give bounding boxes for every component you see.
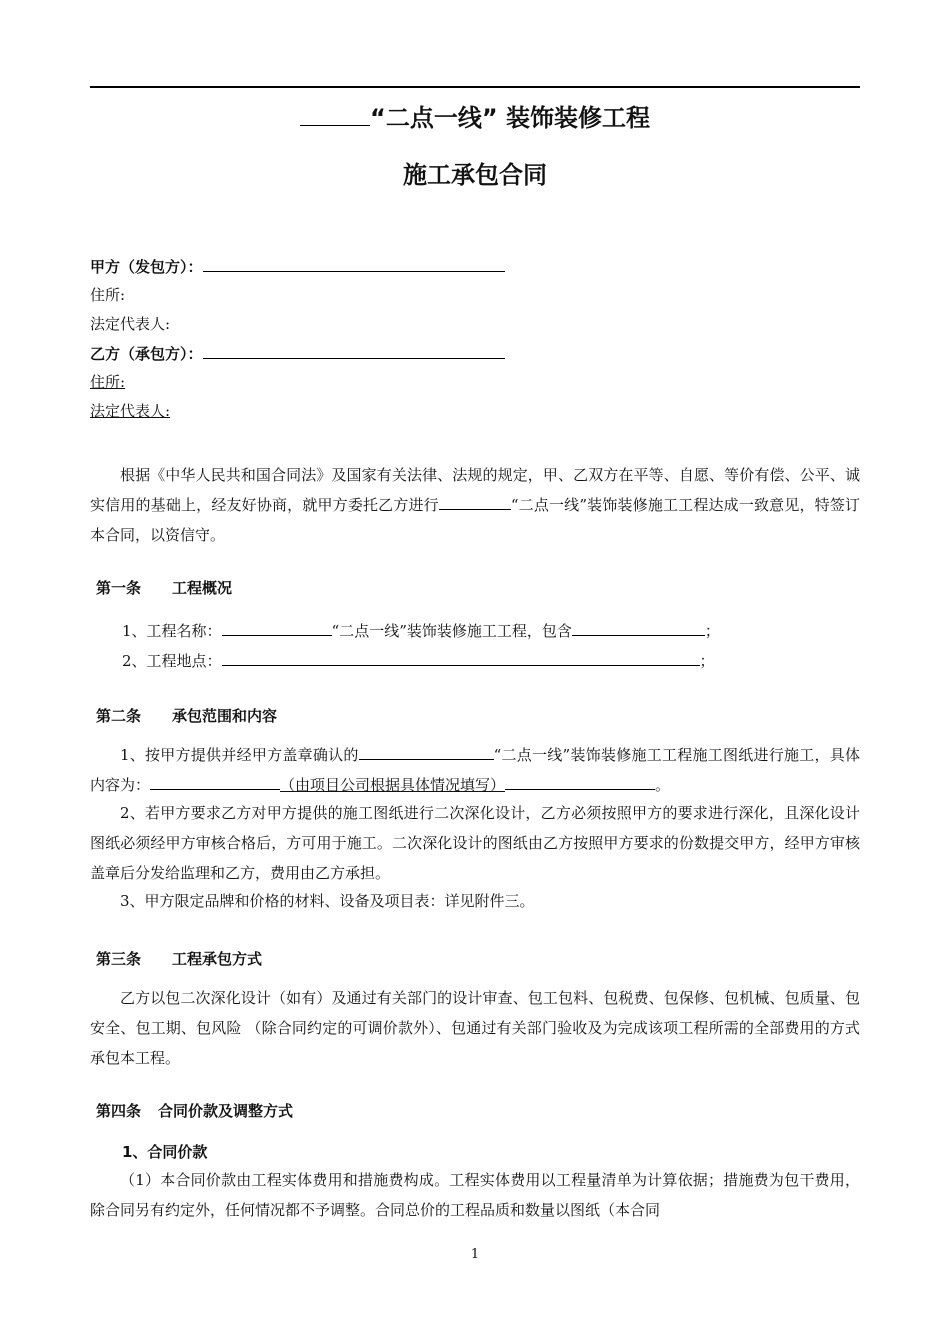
preamble-blank[interactable] (439, 493, 511, 510)
item-label: 2、工程地点： (122, 651, 222, 670)
party-b-blank[interactable] (203, 342, 505, 359)
item-label: 1、工程名称： (122, 621, 222, 640)
article-2-item-3: 3、甲方限定品牌和价格的材料、设备及项目表：详见附件三。 (120, 892, 535, 910)
party-a-representative: 法定代表人: (90, 315, 171, 333)
preamble-text-1: 根据《中华人民共和国合同法》及国家有关法律、法规的规定，甲、乙双方在平等、自愿、等价有偿、公平、诚实信用的基础上，经友好协商，就甲方委托乙方进行 (90, 466, 860, 514)
drawings-field[interactable] (359, 743, 494, 760)
title-text-1: “二点一线” 装饰装修工程 (370, 104, 650, 132)
article-3-title: 工程承包方式 (172, 950, 263, 968)
party-a-label: 甲方（发包方）： (90, 257, 203, 276)
item-end: ； (704, 621, 720, 640)
article-4-title: 合同价款及调整方式 (158, 1102, 294, 1120)
party-a-address: 住所: (90, 286, 126, 304)
item-text: 1、按甲方提供并经甲方盖章确认的 (120, 746, 359, 764)
article-2-item-1 (90, 740, 860, 800)
item-end: ； (699, 651, 715, 670)
item-text: “二点一线”装饰装修施工工程，包含 (331, 621, 572, 640)
article-1-item-1 (122, 619, 720, 641)
preamble-text-2: “二点一线”装饰装修施工工程达成一致意见，特签订本合同，以资信守。 (90, 496, 860, 544)
project-name-field[interactable] (222, 619, 332, 636)
item-end: 。 (655, 776, 671, 794)
header-rule (90, 86, 860, 88)
article-3-heading (96, 948, 262, 969)
page-number: 1 (470, 1247, 480, 1262)
project-location-field[interactable] (222, 649, 700, 666)
article-4-subheading: 1、合同价款 (122, 1143, 208, 1161)
article-3-number: 第三条 (96, 950, 142, 968)
article-1-title: 工程概况 (172, 579, 233, 597)
party-a-line (90, 255, 505, 277)
preamble-paragraph (90, 460, 860, 550)
article-3-body: 乙方以包二次深化设计（如有）及通过有关部门的设计审查、包工包料、包税费、包保修、包机械、包质量、包安全、包工期、包风险 （除合同约定的可调价款外）、包通过有关部门验收及为完成该项工程所需的全部费用的方式承包本工程。 (90, 989, 860, 1067)
article-4-item-1: （1）本合同价款由工程实体费用和措施费构成。工程实体费用以工程量清单为计算依据；措施费为包干费用，除合同另有约定外，任何情况都不予调整。合同总价的工程品质和数量以图纸（本合同 (90, 1171, 860, 1219)
article-2-number: 第二条 (96, 707, 142, 725)
fill-note: （由项目公司根据具体情况填写） (280, 776, 506, 794)
article-2-title: 承包范围和内容 (172, 707, 278, 725)
party-b-label: 乙方（承包方）： (90, 344, 203, 363)
contents-field-end[interactable] (505, 773, 655, 790)
item-text: “二点一线”装饰装修施工工程施工图纸进行施工，具体内容为： (90, 746, 860, 794)
project-contents-field[interactable] (572, 619, 705, 636)
article-4-number: 第四条 (96, 1102, 142, 1120)
title-line-1 (0, 98, 950, 133)
article-1-item-2 (122, 649, 715, 671)
project-name-blank[interactable] (300, 100, 370, 126)
party-b-representative: 法定代表人: (90, 402, 171, 420)
article-4-heading (96, 1100, 293, 1121)
contents-field-start[interactable] (150, 773, 280, 790)
article-2-item-2: 2、若甲方要求乙方对甲方提供的施工图纸进行二次深化设计，乙方必须按照甲方的要求进行深化，且深化设计图纸必须经甲方审核合格后，方可用于施工。二次深化设计的图纸由乙方按照甲方要求的份数提交甲方，经甲方审核盖章后分发给监理和乙方，费用由乙方承担。 (90, 804, 860, 882)
party-a-blank[interactable] (203, 255, 505, 272)
article-1-number: 第一条 (96, 579, 142, 597)
title-line-2: 施工承包合同 (403, 161, 547, 189)
article-2-heading (96, 705, 277, 726)
party-b-address: 住所: (90, 373, 126, 391)
article-1-heading (96, 577, 232, 598)
party-b-line (90, 342, 505, 364)
